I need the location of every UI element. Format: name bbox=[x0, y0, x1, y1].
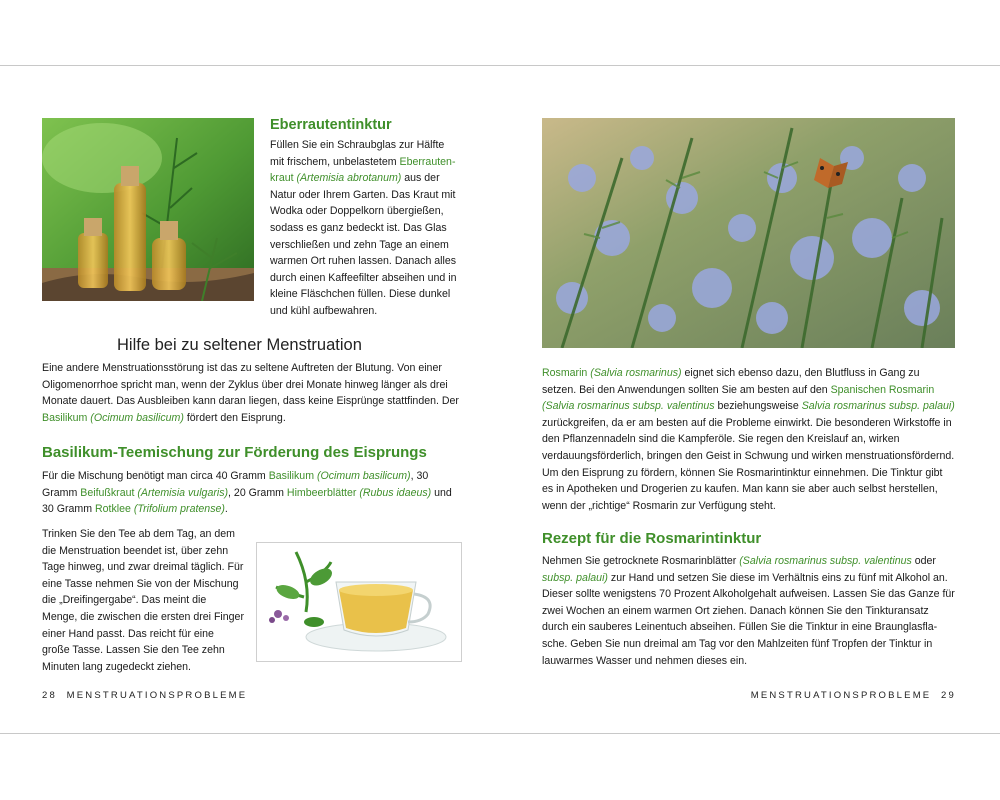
tea-heading: Basilikum-Teemischung zur Förderung des Eisprungs bbox=[42, 444, 427, 461]
left-page bbox=[0, 66, 500, 733]
tea-cup-photo bbox=[256, 542, 462, 662]
right-page bbox=[500, 66, 1000, 733]
book-spread bbox=[0, 65, 1000, 734]
section-text: Eine andere Menstruationsstörung ist das zu seltene Auftreten der Blutung. Von einer Oligomenorrhoe spricht man, wenn der Zyklus über drei Monate hinweg länger als drei Monate dauert. Das Ausbleiben kann daran liegen, dass keine Eisprünge stattfinden. Der Basilikum (Ocimum basilicum) fördert den Eisprung. bbox=[42, 362, 459, 424]
section-heading: Hilfe bei zu seltener Menstruation bbox=[117, 336, 362, 354]
right-footer bbox=[751, 690, 956, 701]
page-number-right: 29 bbox=[941, 690, 956, 701]
rosemary-text: Rosmarin (Salvia rosmarinus) eignet sich ebenso dazu, den Blutfluss in Gang zu setzen. Bei den Anwendungen sollten Sie am besten auf den Spanischen Rosmarin (Salvia rosmarinus subsp. valentinus beziehungsweise Salvia rosmarinus subsp. palaui) zurückgreifen, da er am besten auf die Probleme einwirkt. Die besonderen Wirkstoffe in den Pflanzennadeln sind die Kampferöle. Sie regen den Kreislauf an, wirken verdauungsförderlich, bringen den Geist in Schwung und wirken menstruationsfördernd. Um den Eisprung zu fördern, können Sie Rosmarintinktur einnehmen. Die Tinktur gibt es in Apotheken und Drogerien zu kaufen. Man kann sie aber auch selbst herstellen, wenn der „richtige“ Rosmarin zur Verfügung steht. bbox=[542, 367, 955, 512]
tincture-text: Füllen Sie ein Schraubglas zur Hälfte mit frischem, unbelastetem Eberrautenkraut (Artemisia abrotanum) aus der Natur oder Ihrem Garten. Das Kraut mit Wodka oder Doppelkorn übergießen, sodass es ganz bedeckt ist. Das Glas verschließen und zehn Tage an einem warmen Ort ruhen lassen. Danach alles durch einen Kaffeefilter abseihen und in kleine Fläschchen füllen. Diese dunkel und kühl aufbewahren. bbox=[270, 139, 457, 317]
oil-bottles-photo bbox=[42, 118, 254, 301]
running-title-left: MENSTRUATIONSPROBLEME bbox=[66, 690, 248, 701]
tincture-heading: Eberrautentinktur bbox=[270, 117, 392, 133]
running-title-right: MENSTRUATIONSPROBLEME bbox=[750, 690, 932, 701]
page-number-left: 28 bbox=[42, 690, 57, 701]
drink-instructions: Trinken Sie den Tee ab dem Tag, an dem die Menstruation beendet ist, über zehn Tage hinweg, und zwar dreimal täglich. Für eine Tasse nehmen Sie von der Mischung die „Dreifingergabe“. Das meint die Menge, die zwischen die ersten drei Finger einer Hand passt. Das reicht für eine große Tasse. Lassen Sie den Tee zehn Minuten lang zugedeckt ziehen. bbox=[42, 528, 244, 673]
recipe-text: Nehmen Sie getrocknete Rosmarinblätter (Salvia rosmarinus subsp. valentinus oder subsp. palaui) zur Hand und setzen Sie diese im Verhältnis eins zu fünf mit Alkohol an. Dieser sollte wenigstens 70 Prozent Alkoholgehalt aufweisen. Lassen Sie das Ganze für zwei Wochen an einem warmen Ort ziehen. Danach können Sie den Tinkturansatz durch ein sauberes Leinentuch abseihen. Füllen Sie die Tinktur in eine Braunglasflasche. Geben Sie nun dreimal am Tag vor den Mahlzeiten fünf Tropfen der Tinktur in lauwarmes Wasser und nehmen dieses ein. bbox=[542, 555, 955, 667]
tea-text: Für die Mischung benötigt man circa 40 Gramm Basilikum (Ocimum basilicum), 30 Gramm Beifußkraut (Artemisia vulgaris), 20 Gramm Himbeerblätter (Rubus idaeus) und 30 Gramm Rotklee (Trifolium pratense). bbox=[42, 470, 452, 516]
rosemary-photo bbox=[542, 118, 955, 348]
recipe-heading: Rezept für die Rosmarintinktur bbox=[542, 530, 762, 547]
left-footer bbox=[42, 690, 247, 701]
